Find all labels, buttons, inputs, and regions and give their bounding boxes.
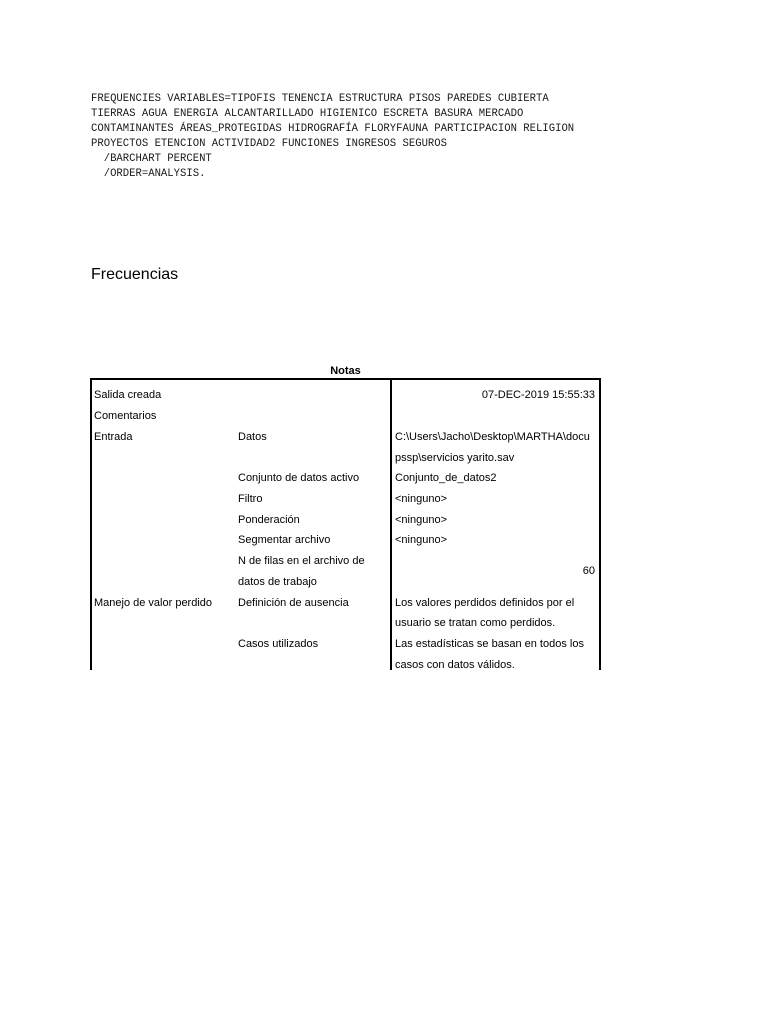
- value-ponderacion: <ninguno>: [395, 514, 447, 526]
- value-definicion-line2: usuario se tratan como perdidos.: [395, 617, 556, 629]
- row-label-manejo: Manejo de valor perdido: [94, 597, 213, 609]
- value-conjunto: Conjunto_de_datos2: [395, 472, 497, 484]
- syntax-line: /BARCHART PERCENT: [91, 152, 212, 165]
- syntax-line: FREQUENCIES VARIABLES=TIPOFIS TENENCIA ESTRUCTURA PISOS PAREDES CUBIERTA: [91, 93, 549, 105]
- row-label-salida-creada: Salida creada: [94, 389, 162, 401]
- value-casos-line2: casos con datos válidos.: [395, 659, 515, 671]
- value-definicion-line1: Los valores perdidos definidos por el: [395, 597, 575, 609]
- value-datos-line1: C:\Users\Jacho\Desktop\MARTHA\docu: [395, 431, 590, 443]
- sub-label-ponderacion: Ponderación: [238, 514, 300, 526]
- value-salida-creada: 07-DEC-2019 15:55:33: [481, 389, 595, 401]
- syntax-line: PROYECTOS ETENCION ACTIVIDAD2 FUNCIONES INGRESOS SEGUROS: [91, 137, 448, 150]
- sub-label-filtro: Filtro: [238, 493, 263, 505]
- syntax-line: /ORDER=ANALYSIS.: [91, 167, 206, 180]
- column-divider: [390, 380, 392, 670]
- sub-label-segmentar: Segmentar archivo: [238, 534, 331, 546]
- sub-label-nfilas-line2: datos de trabajo: [238, 576, 317, 588]
- value-datos-line2: pssp\servicios yarito.sav: [395, 452, 515, 464]
- value-casos-line1: Las estadísticas se basan en todos los: [395, 638, 584, 650]
- syntax-block: [91, 92, 574, 181]
- value-nfilas: 60: [582, 565, 595, 577]
- sub-label-datos: Datos: [238, 431, 267, 443]
- row-label-entrada: Entrada: [94, 431, 133, 443]
- table-caption: Notas: [330, 365, 361, 377]
- sub-label-definicion: Definición de ausencia: [238, 597, 349, 609]
- notes-table: [90, 378, 601, 670]
- sub-label-casos: Casos utilizados: [238, 638, 319, 650]
- row-label-comentarios: Comentarios: [94, 410, 157, 422]
- sub-label-conjunto: Conjunto de datos activo: [238, 472, 360, 484]
- sub-label-nfilas-line1: N de filas en el archivo de: [238, 555, 365, 567]
- syntax-line: TIERRAS AGUA ENERGIA ALCANTARILLADO HIGIENICO ESCRETA BASURA MERCADO: [91, 107, 524, 120]
- section-title: Frecuencias: [91, 266, 179, 283]
- syntax-line: CONTAMINANTES ÁREAS_PROTEGIDAS HIDROGRAFÍA FLORYFAUNA PARTICIPACION RELIGION: [91, 122, 575, 135]
- value-filtro: <ninguno>: [395, 493, 447, 505]
- value-segmentar: <ninguno>: [395, 534, 447, 546]
